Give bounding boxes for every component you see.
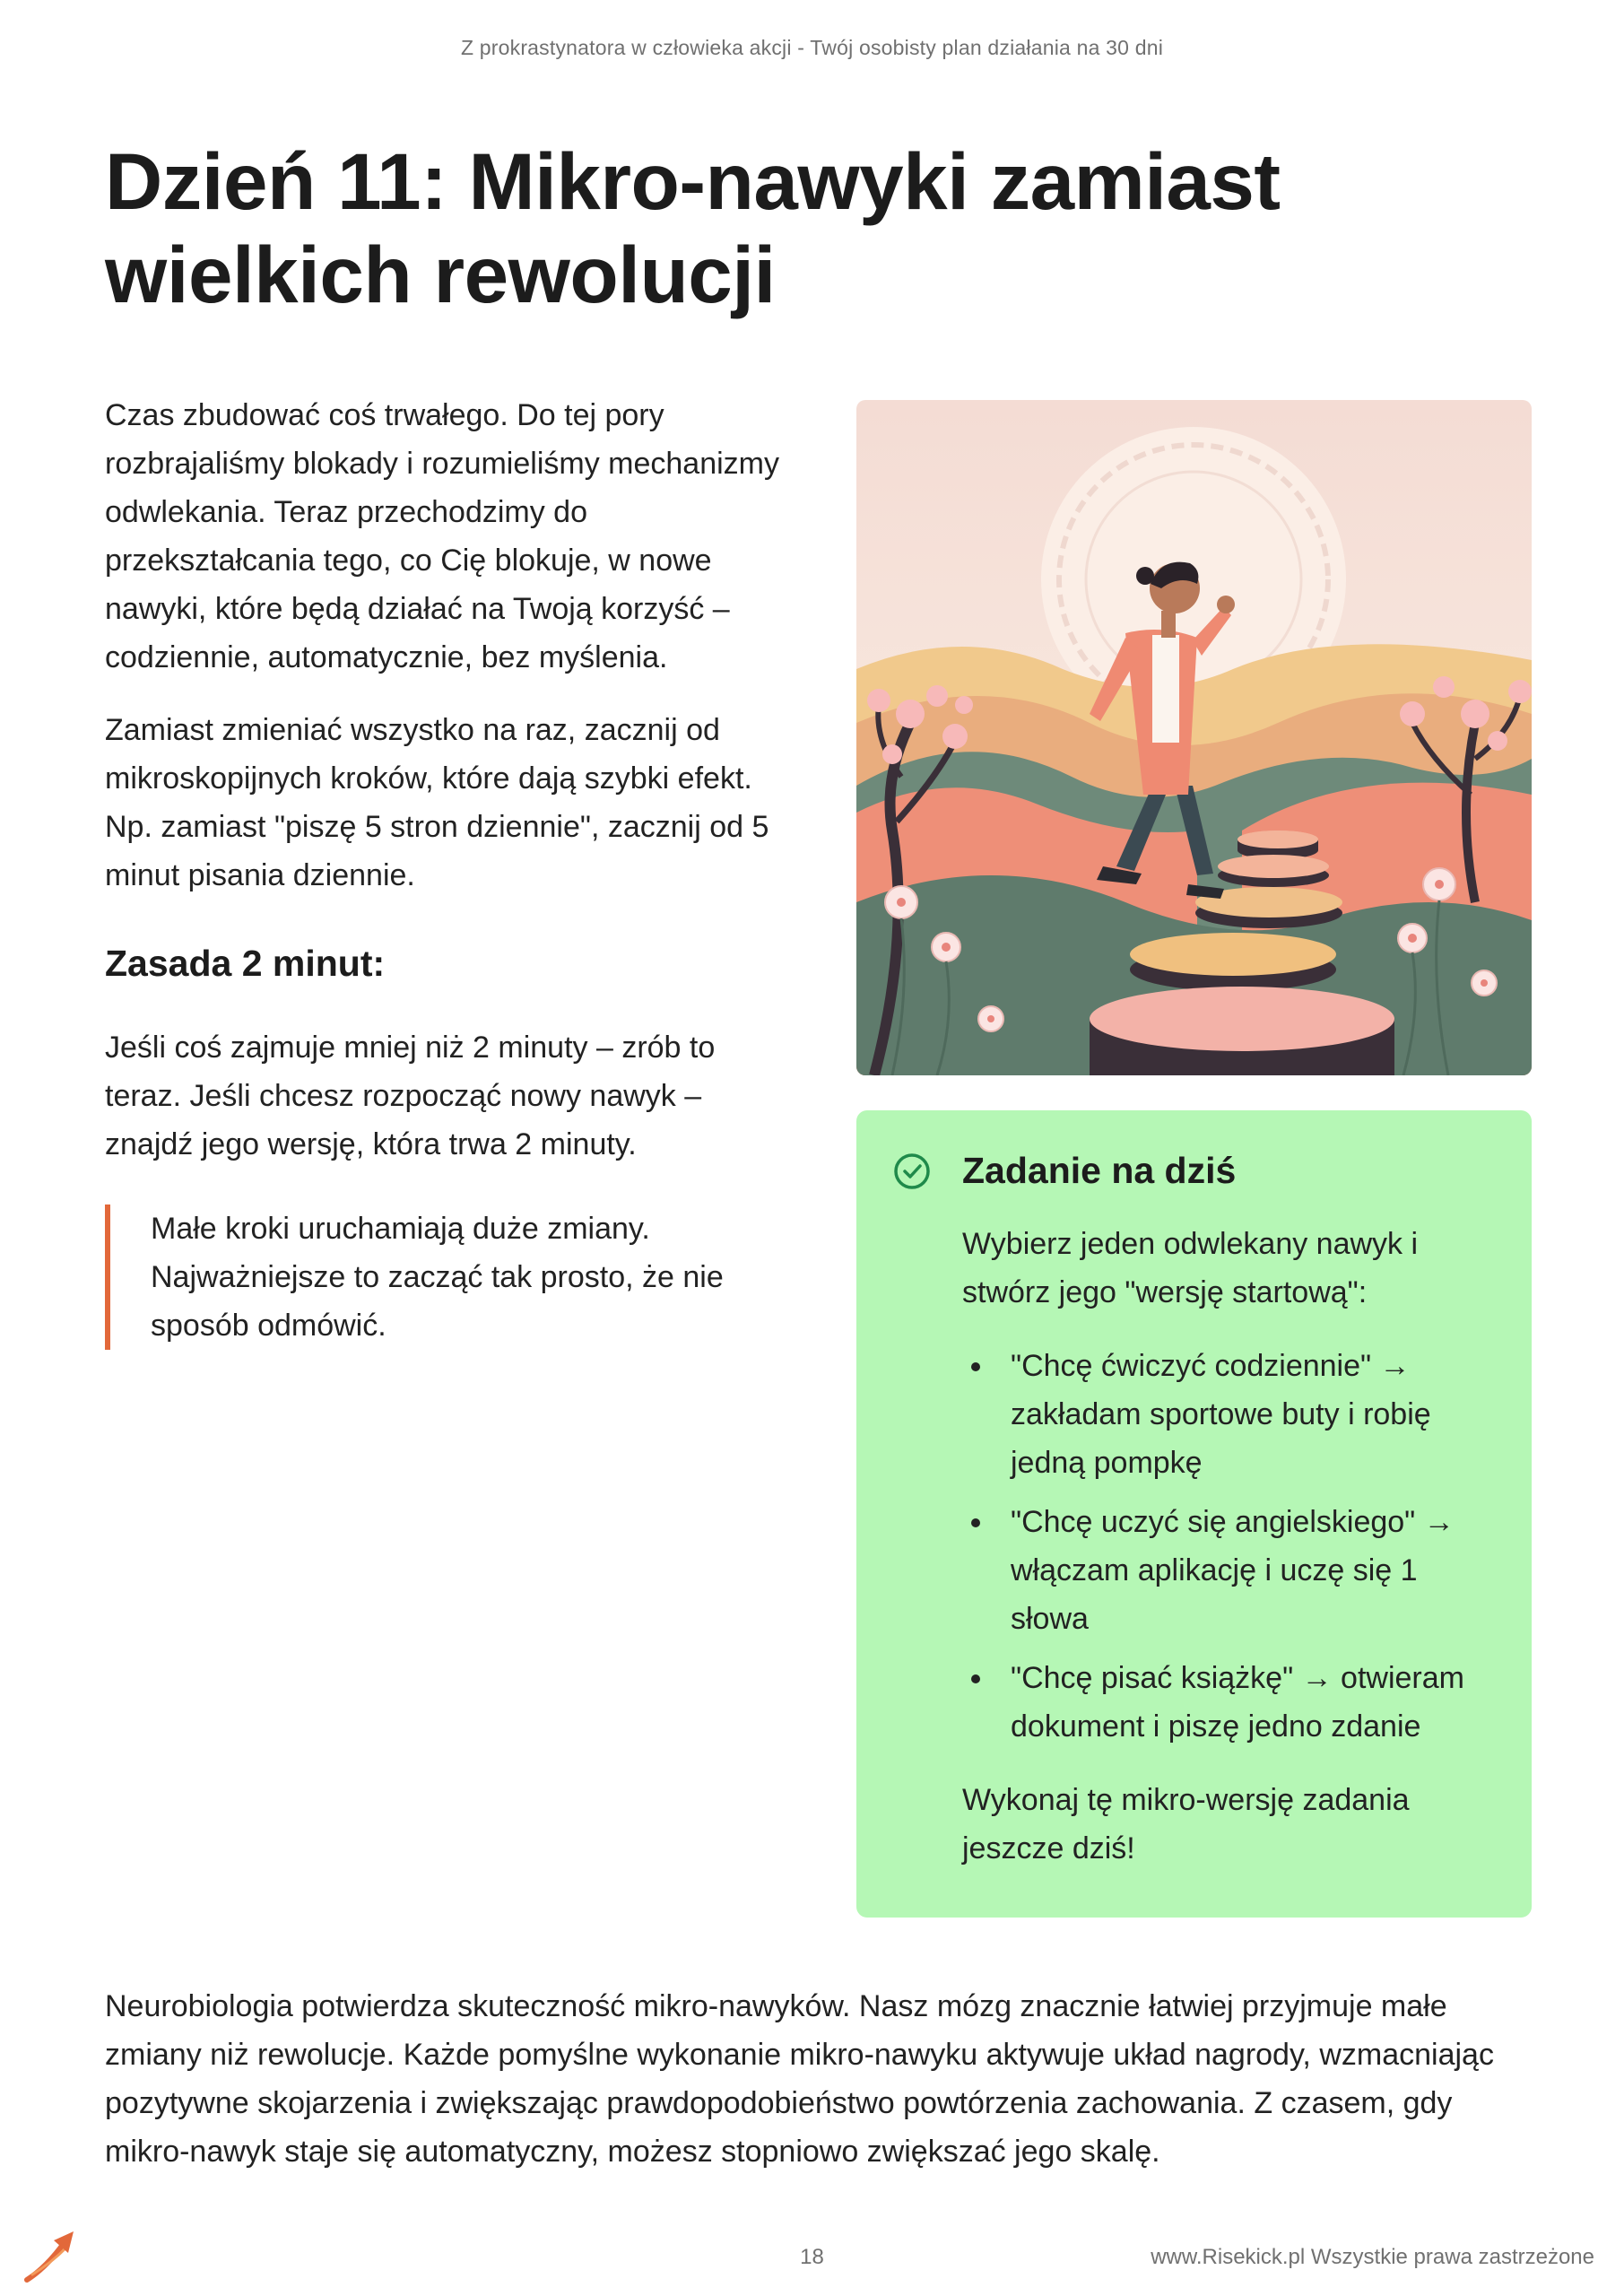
intro-paragraph-1: Czas zbudować coś trwałego. Do tej pory rozbrajaliśmy blokady i rozumieliśmy mechanizmy odwlekania. Teraz przechodzimy do przekształcania tego, co Cię blokuje, w nowe nawyki, które będą działać na Twoją korzyść – codziennie, automatycznie, bez myślenia. [105, 398, 779, 674]
list-item: "Chcę ćwiczyć codziennie" → zakładam sportowe buty i robię jedną pompkę [962, 1342, 1487, 1487]
main-text-column [105, 391, 786, 1350]
closing-paragraph: Neurobiologia potwierdza skuteczność mikro-nawyków. Nasz mózg znacznie łatwiej przyjmuje małe zmiany niż rewolucje. Każde pomyślne wykonanie mikro-nawyku aktywuje układ nagrody, wzmacniając pozytywne skojarzenia i zwiększając prawdopodobieństwo powtórzenia zachowania. Z czasem, gdy mikro-nawyk staje się automatyczny, możesz stopniowo zwiększać jego skalę. [105, 1989, 1494, 2169]
rule-text: Jeśli coś zajmuje mniej niż 2 minuty – zrób to teraz. Jeśli chcesz rozpocząć nowy nawyk – znajdź jego wersję, która trwa 2 minuty. [105, 1031, 716, 1161]
woman-walking-illustration [856, 400, 1532, 1075]
rule-heading: Zasada 2 minut: [105, 943, 386, 984]
list-item: "Chcę pisać książkę" → otwieram dokument i piszę jedno zdanie [962, 1654, 1487, 1751]
page-title: Dzień 11: Mikro-nawyki zamiast wielkich rewolucji [105, 136, 1281, 319]
running-header: Z prokrastynatora w człowieka akcji - Twój osobisty plan działania na 30 dni [460, 36, 1164, 59]
footer-copyright: www.Risekick.pl Wszystkie prawa zastrzeżone [1151, 2245, 1594, 2269]
page-number: 18 [800, 2245, 824, 2269]
task-intro: Wybierz jeden odwlekany nawyk i stwórz jego "wersję startową": [962, 1227, 1419, 1309]
list-item: "Chcę uczyć się angielskiego" → włączam aplikację i uczę się 1 słowa [962, 1498, 1487, 1643]
task-list [962, 1342, 1487, 1751]
check-circle-icon [890, 1150, 934, 1193]
task-outro: Wykonaj tę mikro-wersję zadania jeszcze dziś! [962, 1783, 1410, 1866]
task-title: Zadanie na dziś [962, 1150, 1237, 1191]
quote-block: Małe kroki uruchamiają duże zmiany. Najważniejsze to zacząć tak prosto, że nie sposób odmówić. [105, 1205, 786, 1350]
intro-paragraph-2: Zamiast zmieniać wszystko na raz, zacznij od mikroskopijnych kroków, które dają szybki efekt. Np. zamiast "piszę 5 stron dziennie", zacznij od 5 minut pisania dziennie. [105, 713, 769, 892]
daily-task-box [856, 1110, 1532, 1918]
